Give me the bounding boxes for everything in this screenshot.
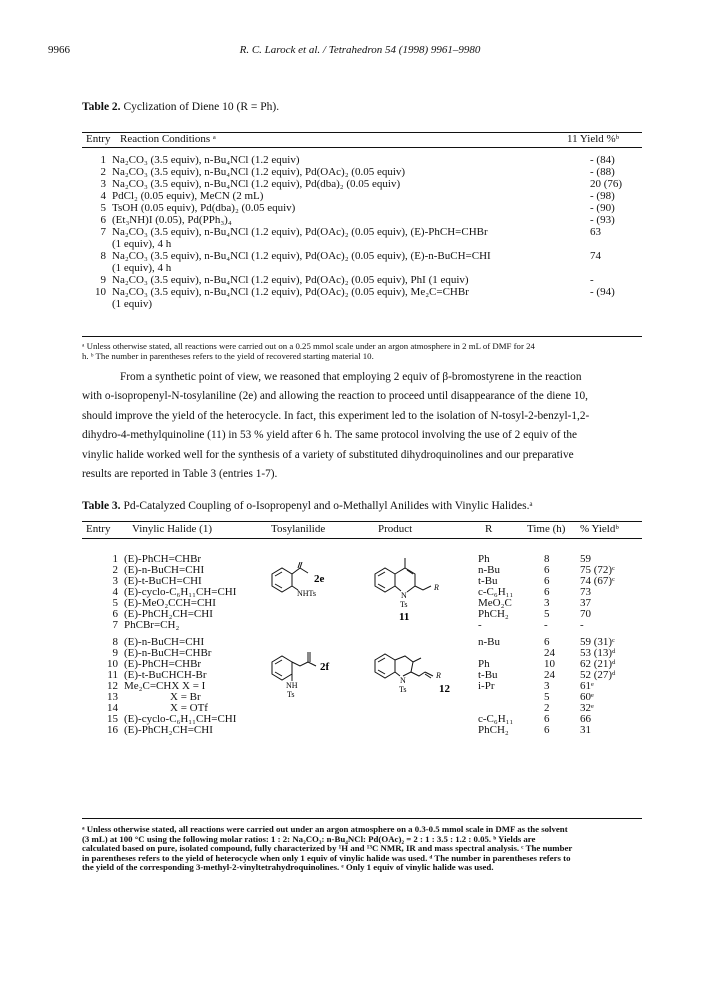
table3-yield: 75 (72)ᶜ: [580, 564, 615, 576]
table3-footnote-line: the yield of the corresponding 3-methyl-2-vinyltetrahydroquinolines. ᵉ Only 1 equiv of vinylic halide was used.: [82, 862, 494, 873]
table3-time: 3: [544, 597, 550, 609]
table3-time: 10: [544, 658, 555, 670]
paragraph-line: dihydro-4-methylquinoline (11) in 53 % yield after 6 h. The same protocol involving the use of 2 equiv of the: [82, 429, 578, 442]
r-label: R: [436, 671, 441, 680]
table3-r: c-C₆H₁₁: [478, 713, 514, 725]
table2-yield: 20 (76): [590, 178, 623, 190]
table3-col-halide: Vinylic Halide (1): [132, 523, 212, 535]
table3-footnote-line: in parentheses refers to the yield of heterocycle when only 1 equiv of vinylic halide was used. ᵈ The number in parentheses refers to: [82, 852, 571, 863]
table3-time: 24: [544, 669, 555, 681]
table3-time: 24: [544, 647, 555, 659]
compound-2f-label: 2f: [320, 661, 330, 673]
paragraph-line: should improve the yield of the heterocycle. In fact, this experiment led to the isolation of N-tosyl-2-benzyl-1,2-: [82, 409, 590, 422]
table2-entry: 2: [100, 166, 106, 178]
table2-conditions: PdCl₂ (0.05 equiv), MeCN (2 mL): [112, 190, 264, 202]
table2-conditions: TsOH (0.05 equiv), Pd(dba)₂ (0.05 equiv): [112, 202, 296, 214]
table3-r: n-Bu: [478, 564, 500, 576]
table3-halide: PhCBr=CH₂: [124, 619, 180, 631]
paragraph-line: vinylic halide worked well for the synthesis of a variety of substituted dihydroquinolines and our preparative: [82, 448, 574, 461]
table3-right-columns: [478, 554, 640, 736]
table2-entry: 6: [100, 214, 106, 226]
table2-entry: 9: [100, 274, 106, 286]
table2-footnote: [82, 342, 642, 361]
table2-col-entry: Entry: [86, 133, 111, 145]
table3-entry: 7: [112, 619, 118, 631]
running-head: R. C. Larock et al. / Tetrahedron 54 (1998) 9961–9980: [239, 44, 481, 56]
table3-label: Table 3.: [82, 500, 121, 512]
table2-header-rule: [82, 147, 642, 148]
table-row: [478, 565, 640, 576]
table-row: [82, 274, 642, 286]
table2-entry: 7: [100, 226, 106, 238]
benzene-ring: [272, 568, 292, 592]
table2-yield: - (98): [590, 190, 615, 202]
table3-halide: (E)-t-BuCHCH-Br: [124, 669, 207, 681]
compound-2e-label: 2e: [314, 573, 325, 585]
table-row: [478, 620, 640, 631]
table3-halide: X = Br: [170, 691, 201, 703]
table3-footnote-line: ᵃ Unless otherwise stated, all reactions were carried out under an argon atmosphere on a 0.3-0.5 mmol scale in DMF as the solvent: [82, 824, 568, 834]
table3-left-columns: [82, 554, 264, 736]
structure-12: [367, 648, 477, 708]
paragraph-line: with o-isopropenyl-N-tosylaniline (2e) and allowing the reaction to proceed until disappearance of the diene 10,: [82, 390, 588, 403]
table2-yield: - (88): [590, 166, 615, 178]
table-row: [478, 554, 640, 565]
table3-yield: 37: [580, 597, 591, 609]
table3-r: n-Bu: [478, 636, 500, 648]
table3-yield: 61ᵉ: [580, 680, 594, 692]
table3-halide: (E)-n-BuCH=CHBr: [124, 647, 212, 659]
table3-footnote-line: calculated based on pure, isolated compound, fully characterized by ¹H and ¹³C NMR, IR and mass spectral analysis. ᶜ The number: [82, 843, 573, 854]
table3-entry: 8: [112, 636, 118, 648]
table2-yield: - (94): [590, 286, 615, 298]
table3-halide: (E)-PhCH₂CH=CHI: [124, 724, 213, 736]
table3-entry: 13: [107, 691, 118, 703]
table3-col-r: R: [485, 523, 493, 535]
table3-entry: 2: [112, 564, 118, 576]
table-row: [478, 725, 640, 736]
table3-time: 6: [544, 586, 550, 598]
table3-halide: (E)-cyclo-C₆H₁₁CH=CHI: [124, 713, 237, 725]
table-row: [82, 298, 642, 310]
table2-conditions: Na₂CO₃ (3.5 equiv), n-Bu₄NCl (1.2 equiv), Pd(OAc)₂ (0.05 equiv), (E)-n-BuCH=CHI: [112, 250, 491, 262]
table-row: [82, 190, 642, 202]
table3-time: 6: [544, 564, 550, 576]
table3-r: t-Bu: [478, 575, 498, 587]
table3-r: MeO₂C: [478, 597, 512, 609]
table3-entry: 14: [107, 702, 118, 714]
table2-conditions: Na₂CO₃ (3.5 equiv), n-Bu₄NCl (1.2 equiv), Pd(OAc)₂ (0.05 equiv), Me₂C=CHBr: [112, 286, 469, 298]
table3-halide: (E)-n-BuCH=CHI: [124, 636, 205, 648]
table-row: [478, 609, 640, 620]
table-row: [82, 286, 642, 298]
nh-label: NH: [286, 681, 298, 690]
table3-r: Ph: [478, 658, 490, 670]
table3-time: -: [544, 619, 548, 631]
table3-yield: 66: [580, 713, 591, 725]
table2-conditions-cont: (1 equiv): [112, 298, 153, 310]
table-row: [82, 154, 642, 166]
page-number: 9966: [48, 44, 70, 56]
table3-entry: 1: [112, 553, 118, 565]
table-row: [478, 681, 640, 692]
table3-entry: 12: [107, 680, 118, 692]
table2-conditions: Na₂CO₃ (3.5 equiv), n-Bu₄NCl (1.2 equiv), Pd(OAc)₂ (0.05 equiv), (E)-PhCH=CHBr: [112, 226, 488, 238]
table3-time: 5: [544, 608, 550, 620]
table2-yield: - (84): [590, 154, 615, 166]
table-row: [82, 620, 264, 631]
table2-conditions-cont: (1 equiv), 4 h: [112, 262, 172, 274]
n-label: N: [401, 591, 407, 600]
table2-conditions: Na₂CO₃ (3.5 equiv), n-Bu₄NCl (1.2 equiv), Pd(OAc)₂ (0.05 equiv), PhI (1 equiv): [112, 274, 469, 286]
table3-yield: 74 (67)ᶜ: [580, 575, 615, 587]
table-row: [82, 725, 264, 736]
table3-col-yield: % Yieldᵇ: [580, 523, 619, 535]
table3-r: [478, 692, 536, 703]
table-row: [478, 692, 640, 703]
table3-halide: (E)-t-BuCH=CHI: [124, 575, 202, 587]
table2-label: Table 2.: [82, 101, 121, 113]
table3-halide: (E)-PhCH=CHBr: [124, 658, 202, 670]
structure-2f: [262, 650, 357, 700]
table3-entry: 9: [112, 647, 118, 659]
table3-entry: 16: [107, 724, 118, 736]
table2-entry: 3: [100, 178, 106, 190]
table3-col-tosylanilide: Tosylanilide: [271, 523, 326, 535]
table2-entry: 8: [100, 250, 106, 262]
table3-yield: 52 (27)ᵈ: [580, 669, 616, 681]
table3-time: 8: [544, 553, 550, 565]
table3-yield: 62 (21)ᵈ: [580, 658, 616, 670]
table3-entry: 4: [112, 586, 118, 598]
table3-col-entry: Entry: [86, 523, 111, 535]
table3-halide: (E)-cyclo-C₆H₁₁CH=CHI: [124, 586, 237, 598]
table3-yield: 59: [580, 553, 591, 565]
table3-yield: 59 (31)ᶜ: [580, 636, 615, 648]
ts-label: Ts: [287, 690, 295, 699]
table3-col-product: Product: [378, 523, 413, 535]
table3-halide: (E)-PhCH₂CH=CHI: [124, 608, 213, 620]
table3-yield: -: [580, 619, 584, 631]
table3-r: PhCH₂: [478, 724, 509, 736]
table3-time: 3: [544, 680, 550, 692]
table3-time: 2: [544, 702, 550, 714]
table3-caption: [82, 500, 533, 512]
table3-halide: (E)-PhCH=CHBr: [124, 553, 202, 565]
table2-entry: 4: [100, 190, 106, 202]
table2-entry: 5: [100, 202, 106, 214]
table2-yield: - (93): [590, 214, 615, 226]
table2-caption: [82, 101, 279, 113]
table2-title: Cyclization of Diene 10 (R = Ph).: [123, 101, 280, 113]
table3-entry: 15: [107, 713, 118, 725]
table3-footnotes: [82, 825, 642, 873]
table3-entry: 5: [112, 597, 118, 609]
n-label: N: [400, 676, 406, 685]
table2-conditions: (Et₃NH)I (0.05), Pd(PPh₃)₄: [112, 214, 232, 226]
table3-time: 6: [544, 636, 550, 648]
body-paragraph: [82, 368, 642, 484]
table2-body: [82, 154, 642, 310]
table2-entry: 10: [95, 286, 106, 298]
table3-entry: 3: [112, 575, 118, 587]
table3-r: c-C₆H₁₁: [478, 586, 514, 598]
table2-conditions: Na₂CO₃ (3.5 equiv), n-Bu₄NCl (1.2 equiv), Pd(dba)₂ (0.05 equiv): [112, 178, 401, 190]
table3-r: Ph: [478, 553, 490, 565]
table3-r: t-Bu: [478, 669, 498, 681]
table2-bottom-rule: [82, 336, 642, 337]
table3-yield: 60ᵉ: [580, 691, 594, 703]
table3-bottom-rule: [82, 818, 642, 819]
ts-label: Ts: [400, 600, 408, 609]
table-row: [82, 166, 642, 178]
table2-col-conditions: Reaction Conditions ᵃ: [120, 133, 216, 145]
table2-footnote-a2: h. ᵇ The number in parentheses refers to the yield of recovered starting material 10.: [82, 350, 374, 361]
nhts-label: NHTs: [297, 589, 316, 598]
structure-2e: [262, 562, 357, 604]
r-label: R: [434, 583, 439, 592]
table3-time: 5: [544, 691, 550, 703]
ts-label: Ts: [399, 685, 407, 694]
table-row: [82, 226, 642, 238]
table3-yield: 73: [580, 586, 591, 598]
table2-col-yield: 11 Yield %ᵇ: [567, 133, 620, 145]
table2-conditions-cont: (1 equiv), 4 h: [112, 238, 172, 250]
table2-entry: 1: [100, 154, 106, 166]
table3-yield: 70: [580, 608, 591, 620]
table2-yield: - (90): [590, 202, 615, 214]
table2-yield: 63: [590, 226, 601, 238]
table3-yield: 53 (13)ᵈ: [580, 647, 616, 659]
paragraph-line: From a synthetic point of view, we reasoned that employing 2 equiv of β-bromostyrene in the reaction: [120, 371, 582, 383]
table-row: [82, 238, 642, 250]
table3-halide: (E)-n-BuCH=CHI: [124, 564, 205, 576]
paragraph-line: results are reported in Table 3 (entries 1-7).: [82, 468, 278, 481]
table3-yield: 32ᵉ: [580, 702, 594, 714]
table3-entry: 11: [107, 669, 118, 681]
table3-entry: 6: [112, 608, 118, 620]
table3-r: PhCH₂: [478, 608, 509, 620]
table3-halide: X = OTf: [170, 702, 208, 714]
table2-footnote-a: ᵃ Unless otherwise stated, all reactions were carried out on a 0.25 mmol scale under an argon atmosphere in 2 mL of DMF for 24: [82, 341, 535, 351]
table-row: [82, 214, 642, 226]
table3-r: -: [478, 619, 482, 631]
table-row: [478, 670, 640, 681]
structure-11: [367, 556, 477, 622]
table-row: [82, 250, 642, 262]
table3-title: Pd-Catalyzed Coupling of o-Isopropenyl and o-Methallyl Anilides with Vinylic Halides.ᵃ: [123, 500, 533, 512]
table2-yield: -: [590, 274, 594, 286]
table3-entry: 10: [107, 658, 118, 670]
table3-col-time: Time (h): [527, 523, 566, 535]
table3-halide: Me₂C=CHX X = I: [124, 680, 206, 692]
table2-conditions: Na₂CO₃ (3.5 equiv), n-Bu₄NCl (1.2 equiv): [112, 154, 300, 166]
table-row: [82, 178, 642, 190]
table3-time: 6: [544, 713, 550, 725]
table3-halide: (E)-MeO₂CCH=CHI: [124, 597, 216, 609]
table3-time: 6: [544, 724, 550, 736]
compound-12-label: 12: [439, 683, 450, 695]
compound-11-label: 11: [399, 611, 410, 622]
table-row: [82, 262, 642, 274]
table3-time: 6: [544, 575, 550, 587]
table-row: [82, 202, 642, 214]
table3-yield: 31: [580, 724, 591, 736]
table3-r: i-Pr: [478, 680, 495, 692]
table3-top-rule: [82, 521, 642, 522]
table3-header-rule: [82, 538, 642, 539]
table3-footnote-line: (3 mL) at 100 °C using the following molar ratios: 1 : 2: Na₂CO₃: n-Bu₄NCl: Pd(OAc)₂ = 2 : 1 : 3.5 : 1.2 : 0.05. ᵇ Yields are: [82, 833, 536, 844]
table2-yield: 74: [590, 250, 601, 262]
table2-conditions: Na₂CO₃ (3.5 equiv), n-Bu₄NCl (1.2 equiv), Pd(OAc)₂ (0.05 equiv): [112, 166, 406, 178]
